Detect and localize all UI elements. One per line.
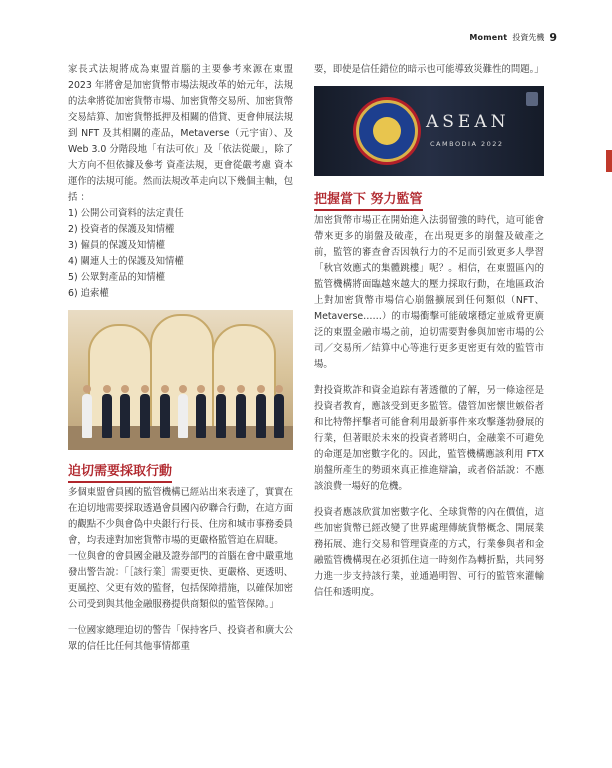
banner-subtitle: CAMBODIA 2022 — [430, 140, 504, 148]
delegate-figure — [178, 394, 188, 438]
asean-banner-photo — [314, 86, 544, 176]
body-paragraph: 加密貨幣市場正在開始進入法弱留強的時代，這可能會帶來更多的崩盤及破產，在出現更多的崩盤及破產之前，監管的審查會否因執行力的不足而引致更多人學習「秋官效應式的集體跳樓」呢？。相信，在東盟區內的監管機構將面臨越來越大的壓力採取行動，在地區政治上對加密貨幣市場信心崩盤擴展到任何類似（NFT、Metaverse……）的市場衝擊可能破壞穩定並威脅更廣泛的東盟金融市場之前，迫切需要對參與加密市場的公司／交易所／結算中心等進行更多更密更有效的監管市場。 — [314, 215, 544, 370]
delegate-figure — [256, 394, 266, 438]
page-header — [469, 31, 557, 44]
delegate-figure — [274, 394, 284, 438]
page-number: 9 — [549, 31, 557, 44]
side-tab-marker — [606, 150, 612, 172]
list-item: 1) 公開公司資料的法定責任 — [68, 208, 184, 219]
body-paragraph: 要，即使是信任錯位的暗示也可能導致災難性的問題。」 — [314, 64, 544, 75]
body-paragraph: 投資者應該欣賞加密數字化、全球貨幣的內在價值，這些加密貨幣已經改變了世界處理傳統貨幣概念、開展業務拓展、進行交易和管理資產的方式，行業參與者和金融監管機構現在必須抓住這一時刻作為轉折點，共同努力進一步支持該行業，並通過明智、可行的監管來灌輸信任和透明度。 — [314, 507, 544, 598]
delegate-figure — [160, 394, 170, 438]
intro-paragraph: 家長式法規將成為東盟首腦的主要參考來源在東盟 2023 年將會是加密貨幣市場法規改革的始元年，法規的法傘將從加密貨幣市場、加密貨幣交易所、加密貨幣交易結算、加密貨幣抵押及相關的借貸、更會伸展法規到 NFT 及其相關的產品，Metaverse（元宇宙）、及 Web 3.0 分階段地「有法可依」及「依法從嚴」，除了大方向不但依據及參考 資產法規，更會從嚴考慮 資本運作的法規可能。然而法規改革走向以下幾個主軸，包括 ： — [68, 64, 294, 203]
delegate-figure — [196, 394, 206, 438]
delegate-figure — [120, 394, 130, 438]
body-paragraph: 多個東盟會員國的監管機構已經站出來表達了，實實在在迫切地需要採取透過會員國內矽聯合行動，在這方面的觀點不少與會偽中央銀行行長、住房和城市事務委員會，均表達對加密貨幣市場的更嚴格監管迫在眉睫。 — [68, 487, 294, 546]
right-column — [314, 62, 544, 601]
body-paragraph: 對投資欺詐和資金追踪有著透徹的了解，另一條途徑是投資者教育，應該受到更多監管。儘管加密懷世嫉俗者和比特幣抨擊者可能會利用最新事件來攻擊蓬勃發展的行業，但著眼於未來的投資者將明白，金融業不可避免的命運是加密數字化的。因此，監管機構應該利用 FTX 崩盤所產生的勢頭來真正推進辯論，或者俗話說：不應該浪費一場好的危機。 — [314, 385, 544, 492]
list-item: 3) 僱員的保護及知情權 — [68, 240, 165, 251]
list-item: 2) 投資者的保護及知情權 — [68, 224, 175, 235]
delegate-figure — [82, 394, 92, 438]
delegate-figure — [102, 394, 112, 438]
delegate-figure — [140, 394, 150, 438]
body-paragraph: 一位與會的會員國金融及證券部門的首腦在會中嚴重地發出警告說：「［該行業］需要更快、更嚴格、更透明、更風控、父更有效的監督，包括保障措施，以確保加密公司受到與其他金融服務提供商類似的監管保障。」 — [68, 551, 294, 610]
list-item: 5) 公眾對產品的知情權 — [68, 272, 165, 283]
list-item: 6) 追索權 — [68, 288, 109, 299]
delegate-figure — [216, 394, 226, 438]
left-column — [68, 62, 293, 655]
summit-photo — [68, 310, 293, 450]
banner-title: ASEAN — [426, 112, 510, 132]
section-heading: 迫切需要採取行動 — [68, 463, 172, 483]
body-paragraph: 一位國家總理迫切的警告「保持客戶、投資者和廣大公眾的信任比任何其他事情都重 — [68, 625, 294, 652]
delegate-figure — [236, 394, 246, 438]
principle-list — [68, 206, 293, 302]
section-heading: 把握當下 努力監管 — [314, 191, 423, 211]
asean-emblem-icon — [356, 100, 418, 162]
list-item: 4) 關連人士的保護及知情權 — [68, 256, 184, 267]
section-name: 投資先機 — [512, 33, 545, 42]
camera-corner-icon — [526, 92, 538, 106]
magazine-name: Moment — [469, 33, 508, 42]
